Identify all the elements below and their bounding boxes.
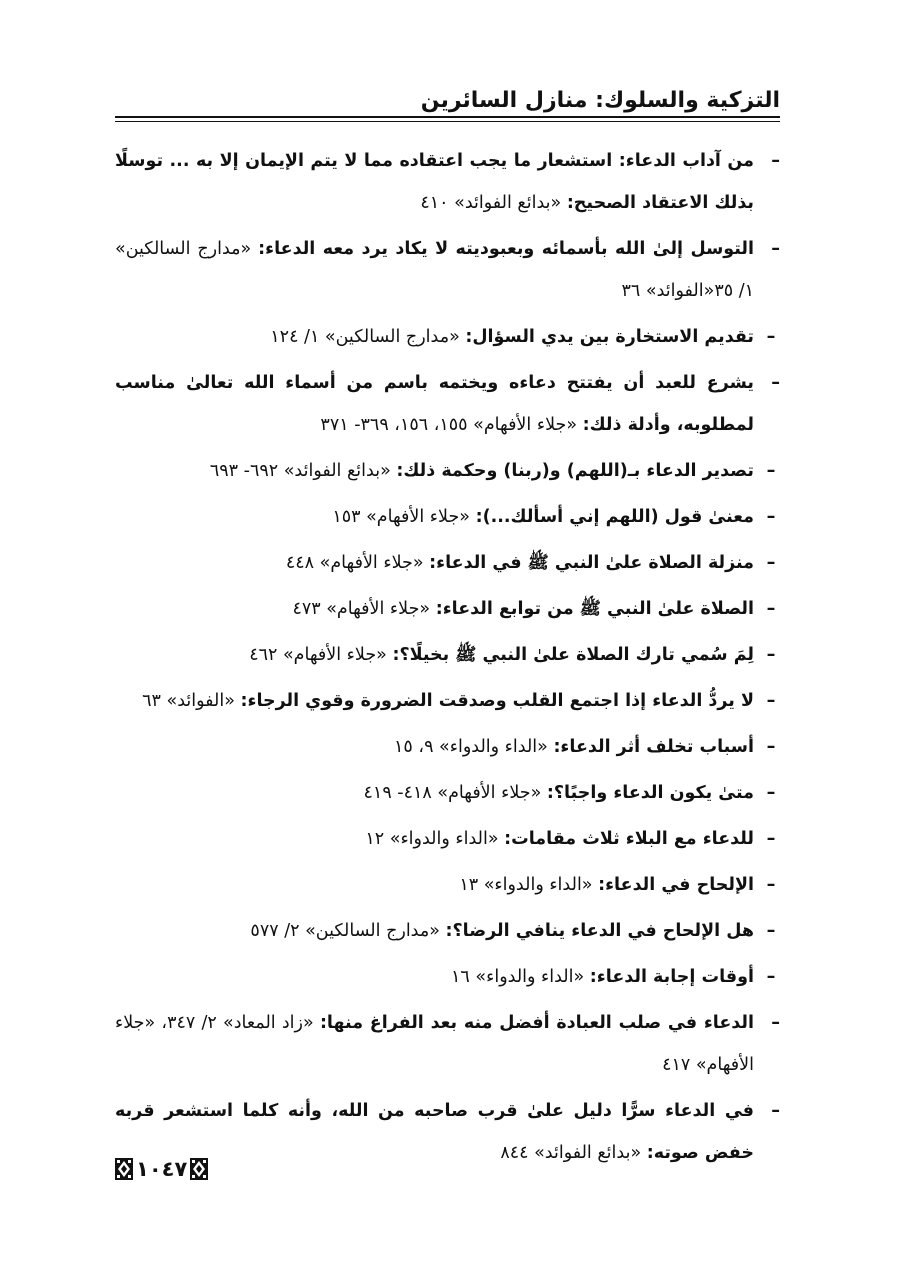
index-entry (115, 496, 780, 538)
entry-reference: «جلاء الأفهام» ٤٤٨ (285, 553, 424, 573)
entry-dash: – (766, 967, 776, 987)
entry-text: الدعاء في صلب العبادة أفضل منه بعد الفراغ منها: (319, 1013, 754, 1033)
entry-reference: «الداء والدواء» ١٢ (365, 829, 499, 849)
entry-dash: – (766, 921, 776, 941)
ornament-left-icon (115, 1158, 133, 1180)
entry-dash: – (766, 691, 776, 711)
entry-dash: – (766, 829, 776, 849)
entry-dash: – (766, 875, 776, 895)
entry-reference: «بدائع الفوائد» ٦٩٢- ٦٩٣ (209, 461, 391, 481)
entry-text: أوقات إجابة الدعاء: (589, 967, 754, 987)
running-header (115, 84, 780, 124)
index-entry (115, 818, 780, 860)
entry-reference: «بدائع الفوائد» ٤١٠ (420, 193, 562, 213)
entry-reference: «مدارج السالكين» ١/ ٣٥«الفوائد» ٣٦ (115, 239, 754, 301)
entry-reference: «جلاء الأفهام» ٤٧٣ (292, 599, 431, 619)
entry-text: الصلاة علىٰ النبي ﷺ من توابع الدعاء: (435, 599, 754, 619)
entry-dash: – (766, 327, 776, 347)
entry-dash: – (771, 1013, 780, 1033)
entry-text: في الدعاء سرًّا دليل علىٰ قرب صاحبه من الله، وأنه كلما استشعر قربه خفض صوته: (115, 1101, 754, 1163)
entry-dash: – (771, 239, 780, 259)
entry-dash: – (766, 553, 776, 573)
index-entry (115, 772, 780, 814)
page-folio (115, 1155, 208, 1183)
entry-text: الإلحاح في الدعاء: (598, 875, 754, 895)
entry-dash: – (771, 151, 780, 171)
entry-text: للدعاء مع البلاء ثلاث مقامات: (504, 829, 754, 849)
entry-text: تقديم الاستخارة بين يدي السؤال: (465, 327, 754, 347)
entry-reference: «مدارج السالكين» ٢/ ٥٧٧ (250, 921, 440, 941)
entry-reference: «جلاء الأفهام» ٤٦٢ (249, 645, 387, 665)
index-entry (115, 864, 780, 906)
entry-text: معنىٰ قول (اللهم إني أسألك...): (475, 507, 754, 527)
entry-reference: «مدارج السالكين» ١/ ١٢٤ (270, 327, 460, 347)
page-number: ١٠٤٧ (136, 1157, 188, 1181)
index-entry (115, 588, 780, 630)
ornament-right-icon (190, 1158, 208, 1180)
entry-reference: «زاد المعاد» ٢/ ٣٤٧، «جلاء الأفهام» ٤١٧ (115, 1013, 754, 1075)
entry-reference: «الداء والدواء» ٩، ١٥ (394, 737, 548, 757)
running-header-title: التزكية والسلوك: منازل السائرين (420, 88, 780, 113)
header-rule-thin (115, 121, 780, 122)
header-rule (115, 116, 780, 118)
entry-dash: – (766, 645, 776, 665)
entry-reference: «الداء والدواء» ١٣ (459, 875, 593, 895)
entry-reference: «الداء والدواء» ١٦ (451, 967, 585, 987)
index-entry (115, 140, 780, 224)
index-entry (115, 956, 780, 998)
entry-reference: «جلاء الأفهام» ١٥٣ (332, 507, 471, 527)
index-entries (115, 140, 780, 1178)
entry-text: التوسل إلىٰ الله بأسمائه وبعبوديته لا يكاد يرد معه الدعاء: (258, 239, 754, 259)
entry-reference: «الفوائد» ٦٣ (142, 691, 235, 711)
entry-dash: – (766, 599, 776, 619)
entry-dash: – (771, 373, 780, 393)
entry-text: من آداب الدعاء: استشعار ما يجب اعتقاده مما لا يتم الإيمان إلا به ... توسلًا بذلك الاعتقاد الصحيح: (115, 151, 754, 213)
entry-reference: «جلاء الأفهام» ١٥٥، ١٥٦، ٣٦٩- ٣٧١ (320, 415, 578, 435)
index-entry (115, 634, 780, 676)
entry-reference: «جلاء الأفهام» ٤١٨- ٤١٩ (363, 783, 542, 803)
index-entry (115, 680, 780, 722)
entry-dash: – (771, 1101, 780, 1121)
entry-text: يشرع للعبد أن يفتتح دعاءه ويختمه باسم من أسماء الله تعالىٰ مناسب لمطلوبه، وأدلة ذلك: (115, 373, 754, 435)
index-entry (115, 450, 780, 492)
index-entry (115, 542, 780, 584)
index-entry (115, 1090, 780, 1174)
entry-text: تصدير الدعاء بـ(اللهم) و(ربنا) وحكمة ذلك: (396, 461, 754, 481)
index-entry (115, 1002, 780, 1086)
index-entry (115, 316, 780, 358)
index-entry (115, 362, 780, 446)
index-entry (115, 726, 780, 768)
entry-text: متىٰ يكون الدعاء واجبًا؟: (546, 783, 754, 803)
entry-text: منزلة الصلاة علىٰ النبي ﷺ في الدعاء: (429, 553, 754, 573)
entry-dash: – (766, 737, 776, 757)
entry-dash: – (766, 461, 776, 481)
entry-text: لِمَ سُمي تارك الصلاة علىٰ النبي ﷺ بخيلًا؟: (392, 645, 754, 665)
entry-dash: – (766, 783, 776, 803)
entry-dash: – (766, 507, 776, 527)
entry-text: أسباب تخلف أثر الدعاء: (553, 737, 754, 757)
entry-reference: «بدائع الفوائد» ٨٤٤ (500, 1143, 642, 1163)
index-entry (115, 910, 780, 952)
entry-text: لا يردُّ الدعاء إذا اجتمع القلب وصدقت الضرورة وقوي الرجاء: (240, 691, 754, 711)
index-entry (115, 228, 780, 312)
entry-text: هل الإلحاح في الدعاء ينافي الرضا؟: (445, 921, 754, 941)
